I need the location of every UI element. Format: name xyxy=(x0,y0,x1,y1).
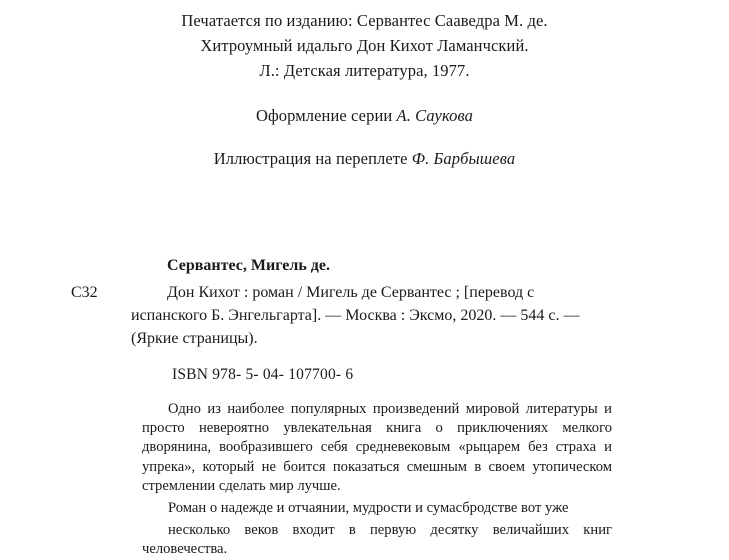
cover-illustration-prefix: Иллюстрация на переплете xyxy=(213,149,412,168)
series-design-prefix: Оформление серии xyxy=(255,106,397,125)
catalog-description-block xyxy=(71,281,611,350)
annotation-paragraph-2: Роман о надежде и отчаянии, мудрости и сумасбродстве вот уже xyxy=(168,500,569,517)
source-edition-line-3: Л.: Детская литература, 1977. xyxy=(259,61,470,80)
isbn-line: ISBN 978- 5- 04- 107700- 6 xyxy=(172,366,354,383)
source-edition-line-2: Хитроумный идальго Дон Кихот Ламанчский. xyxy=(200,36,529,55)
catalog-index-code: С32 xyxy=(71,284,98,301)
catalog-author: Сервантес, Мигель де. xyxy=(167,257,330,274)
source-edition-line-1: Печатается по изданию: Сервантес Сааведра М. де. xyxy=(181,11,548,30)
annotation-paragraph-1: Одно из наиболее популярных произведений мировой литературы и просто невероятно увлекательная книга о приключениях мелкого дворянина, вообразившего себя средневековым «рыцарем без страха и упрека», который не боится показаться смешным в своем утопическом стремлении сделать мир лучше. xyxy=(142,401,612,494)
series-design-name: А. Саукова xyxy=(396,106,473,125)
cover-illustration-credit xyxy=(0,146,729,171)
spacer-after-series xyxy=(0,128,729,146)
cover-illustration-name: Ф. Барбышева xyxy=(411,149,516,168)
series-design-credit xyxy=(0,103,729,128)
spacer-after-source xyxy=(0,83,729,103)
catalog-description: Дон Кихот : роман / Мигель де Сервантес ; [перевод с испанского Б. Энгельгарта]. — Москва : Эксмо, 2020. — 544 с. — (Яркие страницы). xyxy=(131,284,580,347)
catalog-card xyxy=(71,255,611,350)
annotation-block xyxy=(142,400,612,560)
annotation-paragraph-3: несколько веков входит в первую десятку величайших книг человечества. xyxy=(142,522,612,558)
credits-block xyxy=(0,8,729,171)
